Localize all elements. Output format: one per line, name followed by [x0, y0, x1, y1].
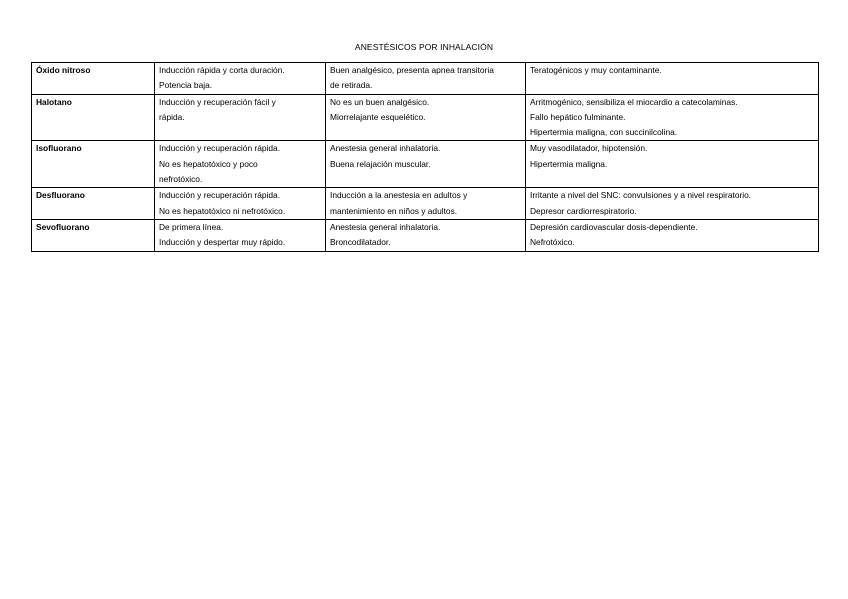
adverse-effects-cell: [526, 63, 819, 95]
cell-text: Broncodilatador.: [330, 237, 391, 248]
cell-text: Inducción a la anestesia en adultos y: [330, 190, 468, 201]
table-row: [32, 141, 819, 188]
drug-name-cell: [32, 94, 155, 141]
cell-text: Depresión cardiovascular dosis-dependiente.: [530, 221, 698, 232]
cell-text: Inducción y recuperación rápida.: [159, 143, 281, 154]
cell-text: Muy vasodilatador, hipotensión.: [530, 143, 648, 154]
cell-text: Buen analgésico, presenta apnea transitoria: [330, 65, 494, 75]
properties-cell: [155, 219, 326, 251]
uses-cell: [326, 63, 526, 95]
uses-cell: [326, 141, 526, 188]
drug-name: Desfluorano: [36, 190, 85, 201]
properties-cell: [155, 94, 326, 141]
drug-name-cell: [32, 188, 155, 220]
uses-cell: [326, 188, 526, 220]
cell-text: Anestesia general inhalatoria.: [330, 221, 441, 232]
anesthetics-table: [31, 62, 819, 252]
cell-text: No es un buen analgésico.: [330, 96, 430, 107]
cell-text: Potencia baja.: [159, 80, 213, 91]
cell-text: Teratogénicos y muy contaminante.: [530, 65, 662, 75]
cell-text: de retirada.: [330, 80, 373, 91]
table-row: [32, 188, 819, 220]
cell-text: Anestesia general inhalatoria.: [330, 143, 441, 154]
cell-text: Inducción y recuperación fácil y: [159, 96, 276, 107]
cell-text: Depresor cardiorrespiratorio.: [530, 205, 637, 216]
cell-text: Buena relajación muscular.: [330, 158, 431, 169]
adverse-effects-cell: [526, 141, 819, 188]
table-row: [32, 94, 819, 141]
drug-name: Óxido nitroso: [36, 65, 91, 75]
cell-text: Miorrelajante esquelético.: [330, 111, 426, 122]
adverse-effects-cell: [526, 219, 819, 251]
properties-cell: [155, 63, 326, 95]
cell-text: No es hepatotóxico y poco: [159, 158, 258, 169]
cell-text: mantenimiento en niños y adultos.: [330, 205, 458, 216]
properties-cell: [155, 188, 326, 220]
cell-text: nefrotóxico.: [159, 174, 203, 185]
cell-text: Irritante a nivel del SNC: convulsiones y a nivel respiratorio.: [530, 190, 752, 201]
adverse-effects-cell: [526, 188, 819, 220]
cell-text: Hipertermia maligna, con succinilcolina.: [530, 127, 678, 138]
table-row: [32, 63, 819, 95]
drug-name-cell: [32, 219, 155, 251]
cell-text: Inducción y recuperación rápida.: [159, 190, 281, 201]
cell-text: Inducción rápida y corta duración.: [159, 65, 285, 75]
cell-text: Fallo hepático fulminante.: [530, 111, 626, 122]
uses-cell: [326, 94, 526, 141]
adverse-effects-cell: [526, 94, 819, 141]
page-title: ANESTÉSICOS POR INHALACIÓN: [354, 42, 494, 52]
cell-text: Nefrotóxico.: [530, 237, 575, 248]
uses-cell: [326, 219, 526, 251]
drug-name: Halotano: [36, 96, 72, 107]
drug-name: Sevofluorano: [36, 221, 90, 232]
properties-cell: [155, 141, 326, 188]
table-row: [32, 219, 819, 251]
cell-text: rápida.: [159, 111, 185, 122]
drug-name-cell: [32, 63, 155, 95]
cell-text: No es hepatotóxico ni nefrotóxico.: [159, 205, 286, 216]
drug-name: Isofluorano: [36, 143, 82, 154]
cell-text: Inducción y despertar muy rápido.: [159, 237, 286, 248]
drug-name-cell: [32, 141, 155, 188]
table-body: [32, 63, 819, 252]
cell-text: Hipertermia maligna.: [530, 158, 608, 169]
cell-text: De primera línea.: [159, 221, 224, 232]
cell-text: Arritmogénico, sensibiliza el miocardio a catecolaminas.: [530, 96, 738, 107]
